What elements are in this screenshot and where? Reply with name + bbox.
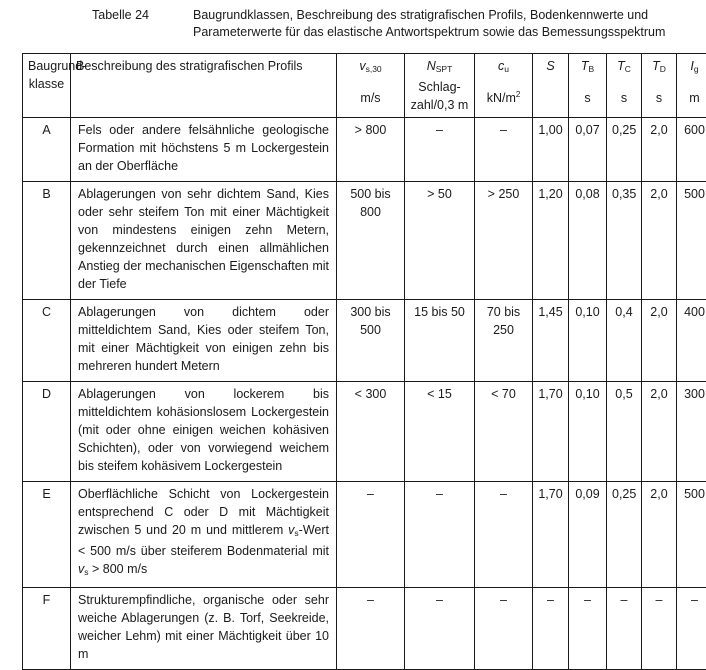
cell-nspt: > 50 [405,182,475,300]
cell-nspt: 15 bis 50 [405,300,475,382]
cell-tc: 0,25 [607,118,642,182]
cell-beschreibung: Fels oder andere felsähnliche geologische Formation mit höchstens 5 m Lockergestein an der Oberfläche [71,118,337,182]
cell-tb: 0,09 [569,482,607,588]
cell-beschreibung: Ablagerungen von sehr dichtem Sand, Kies oder sehr steifem Ton mit einer Mächtigkeit von mindestens einigen zehn Metern, gekennzeichnet durch einen allmählichen Anstieg der mechanischen Eigenschaften mit der Tiefe [71,182,337,300]
cell-tb: 0,07 [569,118,607,182]
soil-class-table [22,53,706,670]
cell-cu: – [475,482,533,588]
cell-cu: 70 bis 250 [475,300,533,382]
cell-cu: < 70 [475,382,533,482]
cell-vs30: > 800 [337,118,405,182]
header-tb: $T_B$ s [569,54,607,118]
cell-cu: > 250 [475,182,533,300]
cell-td: – [642,588,677,670]
table-row [23,300,706,382]
header-klasse: Baugrund-klasse [23,54,71,118]
cell-tc: 0,5 [607,382,642,482]
cell-tb: 0,10 [569,382,607,482]
table-row [23,118,706,182]
cell-ig: 600 [677,118,706,182]
cell-klasse: D [23,382,71,482]
cell-nspt: – [405,118,475,182]
cell-nspt: < 15 [405,382,475,482]
header-tc: $T_C$ s [607,54,642,118]
cell-td: 2,0 [642,382,677,482]
cell-td: 2,0 [642,482,677,588]
cell-s: 1,70 [533,482,569,588]
cell-s: 1,45 [533,300,569,382]
cell-ig: 500 [677,482,706,588]
cell-s: 1,00 [533,118,569,182]
cell-vs30: 300 bis 500 [337,300,405,382]
cell-s: 1,20 [533,182,569,300]
cell-tc: 0,35 [607,182,642,300]
header-row [23,54,706,118]
cell-beschreibung: Oberflächliche Schicht von Lockergestein entsprechend C oder D mit Mächtigkeit zwischen 5 und 20 m und mittlerem $v_s$-Wert < 500 m/s über steiferem Bodenmaterial mit $v_s > 800$ m/s [71,482,337,588]
cell-vs30: – [337,482,405,588]
header-ig: $I_g$ m [677,54,706,118]
cell-klasse: B [23,182,71,300]
cell-tc: 0,4 [607,300,642,382]
table-title: Baugrundklassen, Beschreibung des stratigrafischen Profils, Bodenkennwerte und Parameterwerte für das elastische Antwortspektrum sowie das Bemessungsspektrum [193,7,703,41]
cell-beschreibung: Strukturempfindliche, organische oder sehr weiche Ablagerungen (z. B. Torf, Seekreide, weicher Lehm) mit einer Mächtigkeit über 10 m [71,588,337,670]
cell-tc: 0,25 [607,482,642,588]
cell-klasse: C [23,300,71,382]
cell-vs30: 500 bis 800 [337,182,405,300]
cell-nspt: – [405,482,475,588]
cell-tb: – [569,588,607,670]
cell-ig: 300 [677,382,706,482]
cell-nspt: – [405,588,475,670]
cell-ig: 500 [677,182,706,300]
cell-td: 2,0 [642,118,677,182]
table-row [23,382,706,482]
cell-cu: – [475,588,533,670]
cell-vs30: < 300 [337,382,405,482]
table-row [23,482,706,588]
cell-beschreibung: Ablagerungen von lockerem bis mitteldichtem kohäsionslosem Lockergestein (mit oder ohne einigen weichen kohäsiven Schichten), oder von vorwiegend weichem bis steifem kohäsivem Lockergestein [71,382,337,482]
table-row [23,588,706,670]
cell-beschreibung: Ablagerungen von dichtem oder mitteldichtem Sand, Kies oder steifem Ton, mit einer Mächtigkeit von einigen zehn bis mehreren hundert Metern [71,300,337,382]
cell-td: 2,0 [642,300,677,382]
cell-cu: – [475,118,533,182]
cell-tc: – [607,588,642,670]
cell-td: 2,0 [642,182,677,300]
cell-tb: 0,10 [569,300,607,382]
cell-klasse: A [23,118,71,182]
cell-ig: 400 [677,300,706,382]
cell-tb: 0,08 [569,182,607,300]
table-number: Tabelle 24 [92,7,149,24]
table-row [23,182,706,300]
cell-ig: – [677,588,706,670]
header-beschreibung: Beschreibung des stratigrafischen Profils [71,54,337,118]
header-nspt: $N_{SPT}$ Schlag-zahl/0,3 m [405,54,475,118]
cell-s: – [533,588,569,670]
cell-klasse: E [23,482,71,588]
cell-s: 1,70 [533,382,569,482]
header-cu: $c_u$ $kN/m^2$ [475,54,533,118]
header-vs30: $v_{s,30}$ m/s [337,54,405,118]
cell-vs30: – [337,588,405,670]
header-s: S [533,54,569,118]
cell-klasse: F [23,588,71,670]
header-td: $T_D$ s [642,54,677,118]
